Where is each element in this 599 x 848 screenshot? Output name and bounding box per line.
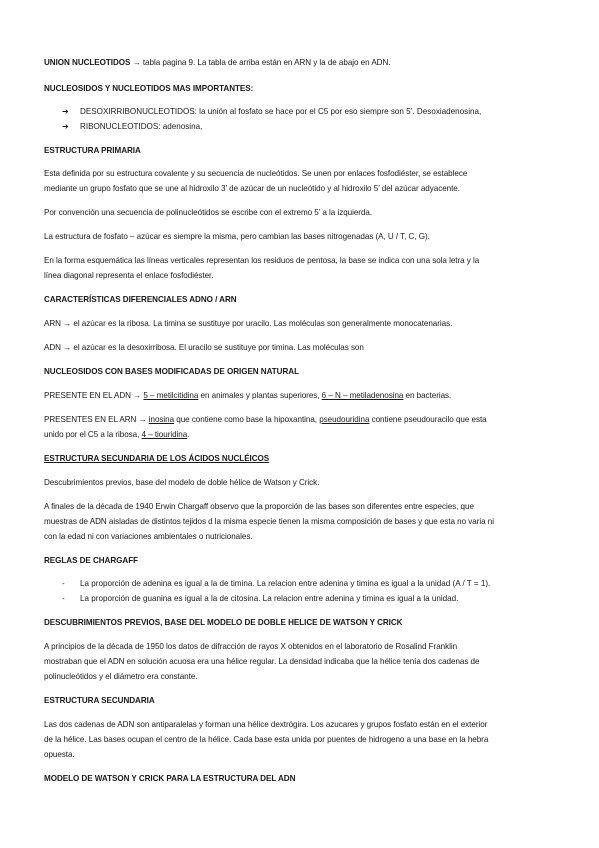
paragraph-line: polinucleótidos y el diámetro era constante. [44, 672, 198, 681]
caracteristicas-heading: CARACTERÍSTICAS DIFERENCIALES ADNO / ARN [44, 295, 237, 304]
presente-adn-line [44, 388, 564, 403]
union-line [44, 55, 564, 70]
text-run: PRESENTE EN EL ADN → [44, 391, 144, 400]
paragraph-line: ARN → el azúcar es la ribosa. La timina se sustituye por uracilo. Las moléculas son generalmente monocatenarias. [44, 319, 453, 328]
paragraph-line: En la forma esquemática las líneas verticales representan los residuos de pentosa, la base se indica con una sola letra y la [44, 256, 480, 265]
union-arrow: → [130, 58, 143, 67]
paragraph-line: mostraban que el ADN en solución acuosa era una hélice regular. La densidad indicaba que la hélice tenía dos cadenas de [44, 657, 480, 666]
underlined-term: pseudouridina [319, 415, 370, 424]
paragraph-line: Las dos cadenas de ADN son antiparalelas y forman una hélice dextrógira. Los azucares y grupos fosfato están en el exterior [44, 720, 488, 729]
paragraph-line: de la hélice. Las bases ocupan el centro de la hélice. Cada base esta unida por puentes de hidrogeno a una base en la hebra [44, 735, 489, 744]
presentes-arn-line [44, 412, 564, 427]
paragraph-line: A finales de la década de 1940 Erwin Chargaff observo que la proporción de las bases son diferentes entre especies, que [44, 502, 474, 511]
paragraph-line: con la edad ni con variaciones ambientales o nutricionales. [44, 532, 253, 541]
paragraph-line: ADN → el azúcar es la desoxirribosa. El uracilo se sustituye por timina. Las moléculas son [44, 343, 364, 352]
text-run: contiene pseudouracilo que esta [369, 415, 487, 424]
text-run: PRESENTES EN EL ARN → [44, 415, 149, 424]
arrow-bullet-icon: ➔ [62, 107, 69, 116]
descubrimientos-heading: DESCUBRIMIENTOS PREVIOS, BASE DEL MODELO DE DOBLE HELICE DE WATSON Y CRICK [44, 618, 403, 627]
dash-bullet: - [62, 579, 65, 588]
underlined-term: 4 – tiouridina [141, 430, 188, 439]
paragraph-line: Descubrimientos previos, base del modelo de doble hélice de Watson y Crick. [44, 478, 320, 487]
estructura-primaria-heading: ESTRUCTURA PRIMARIA [44, 146, 141, 155]
paragraph-line: La estructura de fosfato – azúcar es siempre la misma, pero cambian las bases nitrogenadas (A, U / T, C, G). [44, 232, 430, 241]
paragraph-line: Esta definida por su estructura covalente y su secuencia de nucleótidos. Se unen por enlaces fosfodiéster, se establece [44, 169, 468, 178]
text-run: . [187, 430, 190, 439]
paragraph-line: A principios de la década de 1950 los datos de difracción de rayos X obtenidos en el laboratorio de Rosalind Franklin [44, 642, 458, 651]
nuc-importantes-heading: NUCLEOSIDOS Y NUCLEOTIDOS MAS IMPORTANTES: [44, 84, 254, 93]
chargaff-heading: REGLAS DE CHARGAFF [44, 556, 138, 565]
text-run: en bacterias. [403, 391, 452, 400]
dash-bullet: - [62, 594, 65, 603]
paragraph-line: mediante un grupo fosfato que se une al hidroxilo 3’ de azúcar de un nucleótido y al hidroxilo 5’ del azúcar adyacente. [44, 184, 460, 193]
paragraph-line: muestras de ADN aisladas de distintos tejidos d la misma especie tienen la misma composición de bases y que esta no varia ni [44, 517, 494, 526]
modelo-heading: MODELO DE WATSON Y CRICK PARA LA ESTRUCTURA DEL ADN [44, 774, 296, 783]
presentes-arn-line-2 [44, 427, 564, 442]
bullet-item-ribo: RIBONUCLEOTIDOS: adenosina, [80, 122, 203, 131]
arrow-bullet-icon: ➔ [62, 122, 69, 131]
union-title: UNION NUCLEOTIDOS [44, 58, 131, 67]
text-run: unido por el C5 a la ribosa, [44, 430, 142, 439]
union-rest: tabla pagina 9. La tabla de arriba están en ARN y la de abajo en ADN. [142, 58, 391, 67]
bullet-item-desoxi: DESOXIRRIBONUCLEOTIDOS: la unión al fosfato se hace por el C5 por eso siempre son 5’. Desoxiadenosina, [80, 107, 482, 116]
estructura-secundaria-heading: ESTRUCTURA SECUNDARIA [44, 696, 155, 705]
bases-modificadas-heading: NUCLEOSIDOS CON BASES MODIFICADAS DE ORIGEN NATURAL [44, 367, 299, 376]
paragraph-line: opuesta. [44, 750, 75, 759]
underlined-term: 5 – metilcitidina [143, 391, 199, 400]
underlined-term: inosina [148, 415, 175, 424]
rule-item: La proporción de adenina es igual a la de timina. La relacion entre adenina y timina es igual a la unidad (A / T = 1). [80, 579, 491, 588]
rule-item: La proporción de guanina es igual a la de citosina. La relacion entre adenina y timina es igual a la unidad. [80, 594, 459, 603]
text-run: en animales y plantas superiores, [198, 391, 322, 400]
secundaria-acidos-heading: ESTRUCTURA SECUNDARIA DE LOS ÁCIDOS NUCLÉICOS [44, 454, 270, 463]
paragraph-line: línea diagonal representa el enlace fosfodiéster. [44, 271, 214, 280]
text-run: que contiene como base la hipoxantina, [174, 415, 320, 424]
paragraph-line: Por convención una secuencia de polinucleótidos se escribe con el extremo 5’ a la izquierda. [44, 208, 373, 217]
underlined-term: 6 – N – metiladenosina [321, 391, 404, 400]
